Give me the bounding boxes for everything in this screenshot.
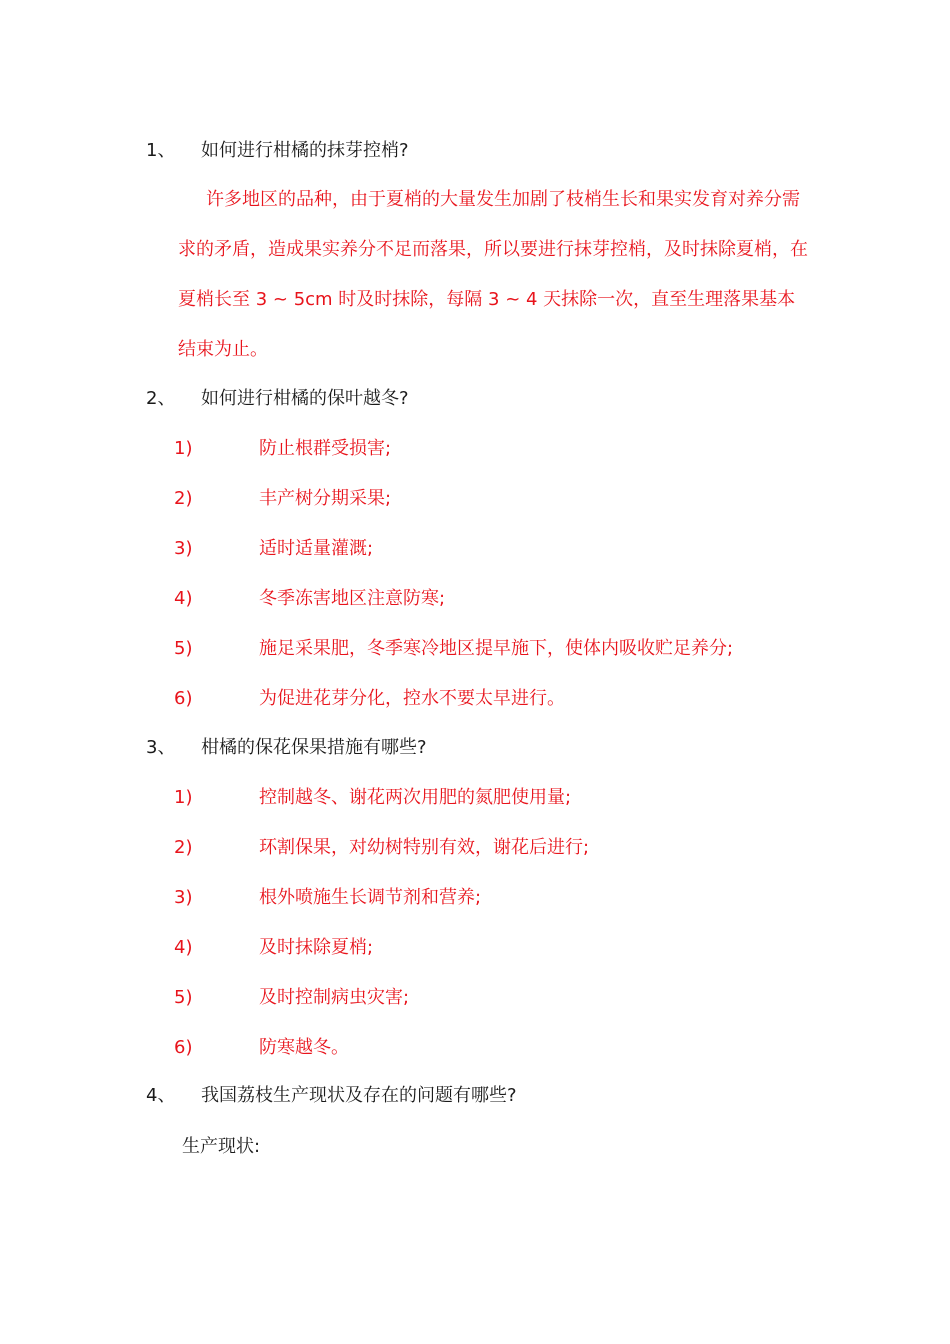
question-text: 如何进行柑橘的保叶越冬? — [201, 388, 409, 409]
item-text: 防止根群受损害; — [259, 438, 392, 459]
item-text: 施足采果肥，冬季寒冷地区提早施下，使体内吸收贮足养分; — [259, 638, 734, 659]
item-text: 适时适量灌溉; — [259, 538, 374, 559]
list-item — [174, 687, 565, 711]
item-number: 2) — [174, 488, 193, 509]
list-item — [174, 936, 373, 960]
item-number: 5) — [174, 987, 193, 1008]
question-number: 3、 — [146, 737, 176, 758]
list-item — [174, 886, 481, 910]
list-item — [174, 537, 373, 561]
question-number: 1、 — [146, 140, 176, 161]
list-item — [174, 437, 391, 461]
question-1 — [146, 139, 409, 163]
item-number: 5) — [174, 638, 193, 659]
list-item — [174, 487, 391, 511]
item-number: 1) — [174, 438, 193, 459]
item-number: 6) — [174, 688, 193, 709]
item-text: 丰产树分期采果; — [259, 488, 392, 509]
item-number: 6) — [174, 1037, 193, 1058]
item-number: 3) — [174, 538, 193, 559]
question-text: 柑橘的保花保果措施有哪些? — [201, 737, 427, 758]
list-item — [174, 1036, 349, 1060]
subheading: 生产现状: — [182, 1136, 261, 1157]
item-text: 及时控制病虫灾害; — [259, 987, 410, 1008]
list-item — [174, 587, 445, 611]
question-2 — [146, 387, 409, 411]
item-text: 根外喷施生长调节剂和营养; — [259, 887, 482, 908]
list-item — [174, 836, 589, 860]
question-text: 如何进行柑橘的抹芽控梢? — [201, 140, 409, 161]
question-number: 4、 — [146, 1085, 176, 1106]
answer-1-paragraph: 许多地区的品种，由于夏梢的大量发生加剧了枝梢生长和果实发育对养分需求的矛盾，造成果实养分不足而落果，所以要进行抹芽控梢，及时抹除夏梢，在夏梢长至 3 ~ 5cm 时及时抹除，每隔 3 ~ 4 天抹除一次，直至生理落果基本结束为止。 — [178, 189, 808, 360]
item-number: 1) — [174, 787, 193, 808]
question-text: 我国荔枝生产现状及存在的问题有哪些? — [201, 1085, 517, 1106]
question-number: 2、 — [146, 388, 176, 409]
item-number: 4) — [174, 937, 193, 958]
item-text: 为促进花芽分化，控水不要太早进行。 — [259, 688, 565, 709]
list-item — [174, 786, 571, 810]
item-text: 控制越冬、谢花两次用肥的氮肥使用量; — [259, 787, 572, 808]
list-item — [174, 986, 409, 1010]
list-item — [174, 637, 733, 661]
item-text: 及时抹除夏梢; — [259, 937, 374, 958]
item-number: 3) — [174, 887, 193, 908]
item-text: 防寒越冬。 — [259, 1037, 349, 1058]
question-4 — [146, 1084, 517, 1108]
question-3 — [146, 736, 427, 760]
item-number: 2) — [174, 837, 193, 858]
item-number: 4) — [174, 588, 193, 609]
item-text: 冬季冻害地区注意防寒; — [259, 588, 446, 609]
item-text: 环割保果，对幼树特别有效，谢花后进行; — [259, 837, 590, 858]
